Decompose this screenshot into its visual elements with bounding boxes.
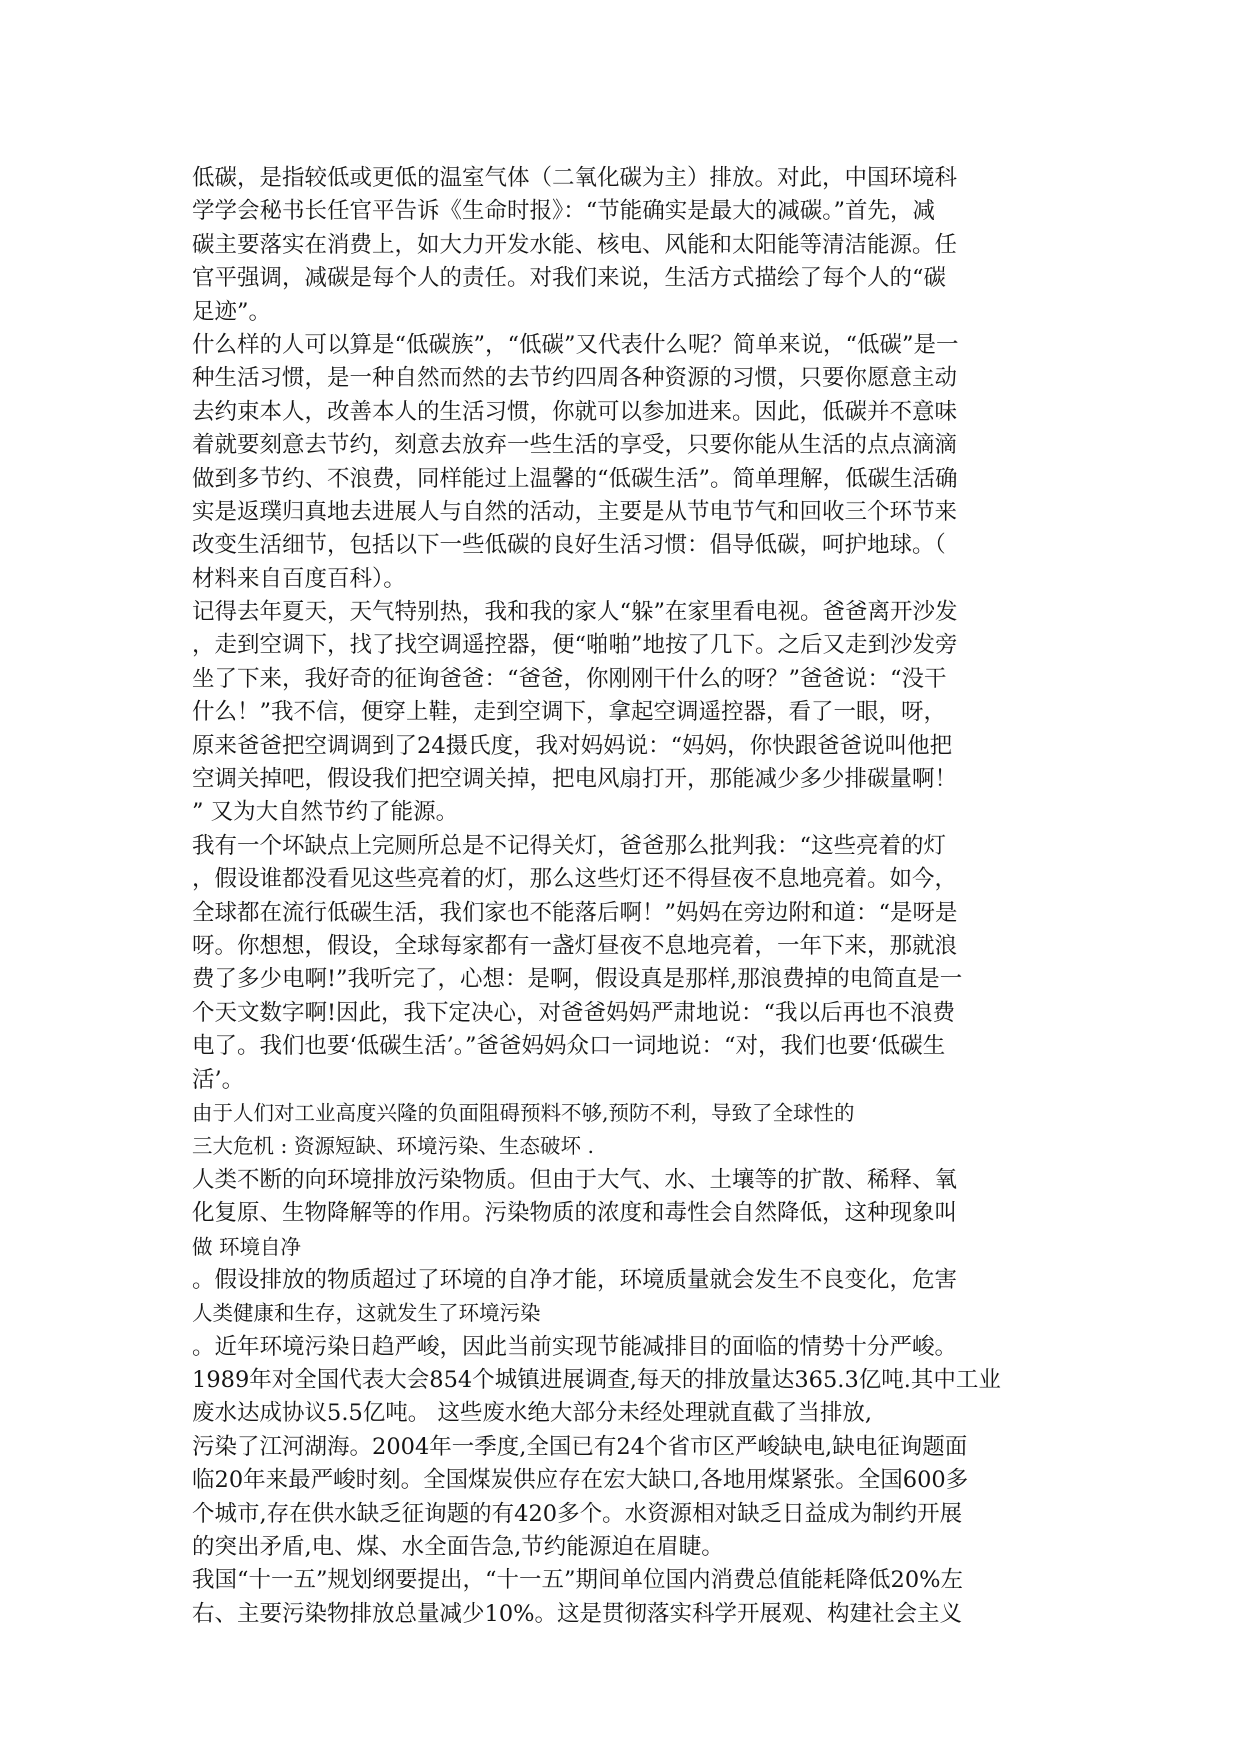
text-line: 人类不断的向环境排放污染物质。但由于大气、水、土壤等的扩散、稀释、氧 <box>192 1166 958 1193</box>
text-line: ，走到空调下，找了找空调遥控器，便“啪啪”地按了几下。之后又走到沙发旁 <box>192 632 958 659</box>
text-line: 原来爸爸把空调调到了24摄氏度，我对妈妈说：“妈妈，你快跟爸爸说叫他把 <box>192 732 953 759</box>
text-line: 材料来自百度百科）。 <box>192 565 406 592</box>
text-line: 官平强调，减碳是每个人的责任。对我们来说，生活方式描绘了每个人的“碳 <box>192 265 947 292</box>
document-body-text <box>192 162 1072 1631</box>
text-line: ，假设谁都没看见这些亮着的灯，那么这些灯还不得昼夜不息地亮着。如今， <box>192 866 958 893</box>
text-line: 三大危机 : 资源短缺、环境污染、生态破坏 . <box>192 1134 594 1159</box>
text-line: 由于人们对工业高度兴隆的负面阻碍预料不够,预防不利，导致了全球性的 <box>192 1100 855 1125</box>
text-line: 改变生活细节，包括以下一些低碳的良好生活习惯：倡导低碳，呵护地球。（ <box>192 532 946 559</box>
text-line: 的突出矛盾,电、煤、水全面告急,节约能源迫在眉睫。 <box>192 1534 724 1561</box>
text-line: 学学会秘书长任官平告诉《生命时报》：“节能确实是最大的减碳。”首先，减 <box>192 198 936 225</box>
text-line: 费了多少电啊!”我听完了，心想：是啊，假设真是那样,那浪费掉的电简直是一 <box>192 966 963 993</box>
text-line: 临20年来最严峻时刻。全国煤炭供应存在宏大缺口,各地用煤紧张。全国600多 <box>192 1467 969 1494</box>
text-line: 。近年环境污染日趋严峻，因此当前实现节能减排目的面临的情势十分严峻。 <box>192 1333 958 1360</box>
text-line: 我有一个坏缺点上完厕所总是不记得关灯，爸爸那么批判我：“这些亮着的灯 <box>192 832 947 859</box>
text-line: 人类健康和生存，这就发生了环境污染 <box>192 1301 541 1326</box>
text-line: 全球都在流行低碳生活，我们家也不能落后啊！”妈妈在旁边附和道：“是呀是 <box>192 899 958 926</box>
text-line: 电了。我们也要‘低碳生活’。”爸爸妈妈众口一词地说：“对，我们也要‘低碳生 <box>192 1033 946 1060</box>
text-line: 我国“十一五”规划纲要提出，“十一五”期间单位国内消费总值能耗降低20%左 <box>192 1567 964 1594</box>
text-line: 去约束本人，改善本人的生活习惯，你就可以参加进来。因此，低碳并不意味 <box>192 398 958 425</box>
text-line: 个天文数字啊!因此，我下定决心，对爸爸妈妈严肃地说：“我以后再也不浪费 <box>192 999 956 1026</box>
text-line: 种生活习惯，是一种自然而然的去节约四周各种资源的习惯，只要你愿意主动 <box>192 365 958 392</box>
text-line: 化复原、生物降解等的作用。污染物质的浓度和毒性会自然降低，这种现象叫 <box>192 1200 958 1227</box>
text-line: 呀。你想想，假设，全球每家都有一盏灯昼夜不息地亮着，一年下来，那就浪 <box>192 932 958 959</box>
text-line: 个城市,存在供水缺乏征询题的有420多个。水资源相对缺乏日益成为制约开展 <box>192 1500 963 1527</box>
text-line: 。假设排放的物质超过了环境的自净才能，环境质量就会发生不良变化，危害 <box>192 1266 958 1293</box>
text-line: 1989年对全国代表大会854个城镇进展调查,每天的排放量达365.3亿吨.其中工业 <box>192 1367 1001 1394</box>
text-line: 记得去年夏天，天气特别热，我和我的家人“躲”在家里看电视。爸爸离开沙发 <box>192 599 958 626</box>
text-line: 低碳，是指较低或更低的温室气体（二氧化碳为主）排放。对此，中国环境科 <box>192 165 958 191</box>
text-line: ” 又为大自然节约了能源。 <box>192 799 459 826</box>
text-line: 做到多节约、不浪费，同样能过上温馨的“低碳生活”。简单理解，低碳生活确 <box>192 465 958 492</box>
text-line: 碳主要落实在消费上，如大力开发水能、核电、风能和太阳能等清洁能源。任 <box>192 231 958 258</box>
text-line: 空调关掉吧，假设我们把空调关掉，把电风扇打开，那能减少多少排碳量啊！ <box>192 766 958 793</box>
text-line: 着就要刻意去节约，刻意去放弃一些生活的享受，只要你能从生活的点点滴滴 <box>192 432 958 459</box>
text-line: 足迹”。 <box>192 298 272 325</box>
text-line: 实是返璞归真地去进展人与自然的活动，主要是从节电节气和回收三个环节来 <box>192 498 958 525</box>
text-line: 坐了下来，我好奇的征询爸爸：“爸爸，你刚刚干什么的呀？”爸爸说：“没干 <box>192 665 947 692</box>
text-line: 什么！”我不信，便穿上鞋，走到空调下，拿起空调遥控器，看了一眼，呀， <box>192 699 947 726</box>
text-line: 活’。 <box>192 1066 245 1093</box>
text-line: 什么样的人可以算是“低碳族”，“低碳”又代表什么呢？简单来说，“低碳”是一 <box>192 331 959 358</box>
text-line: 做 环境自净 <box>192 1234 302 1259</box>
text-line: 右、主要污染物排放总量减少10%。这是贯彻落实科学开展观、构建社会主义 <box>192 1600 963 1627</box>
text-line: 废水达成协议5.5亿吨。 这些废水绝大部分未经处理就直截了当排放, <box>192 1400 873 1427</box>
text-line: 污染了江河湖海。2004年一季度,全国已有24个省市区严峻缺电,缺电征询题面 <box>192 1433 968 1460</box>
